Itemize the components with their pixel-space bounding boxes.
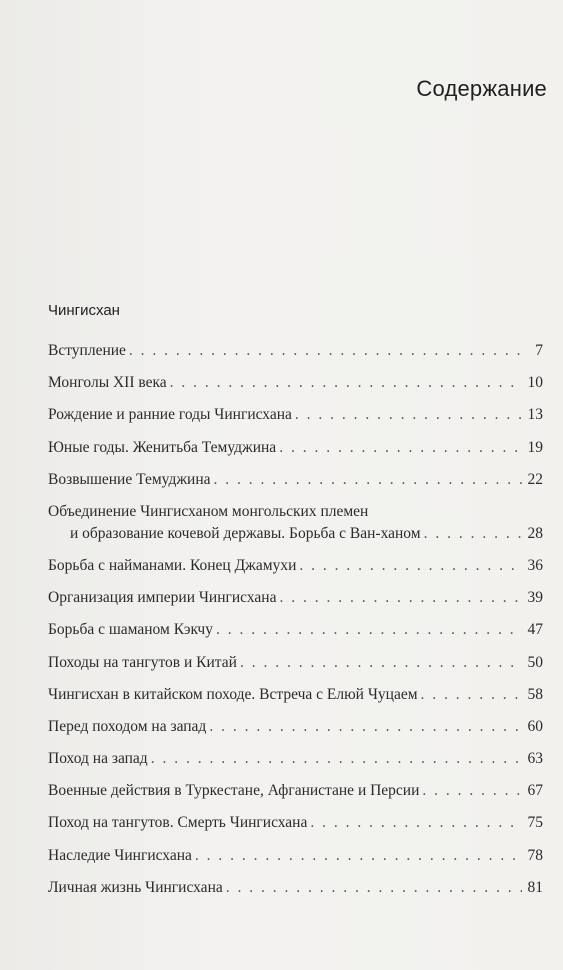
toc-entry-title: Наследие Чингисхана — [48, 846, 192, 864]
toc-entry[interactable] — [48, 503, 543, 557]
toc-entry[interactable] — [48, 439, 543, 471]
toc-entry-page: 13 — [527, 406, 543, 424]
toc-entry-title: Перед походом на запад — [48, 717, 207, 735]
toc-entry-page: 19 — [527, 438, 543, 456]
toc-entry-title: Чингисхан в китайском походе. Встреча с Елюй Чуцаем — [48, 685, 418, 703]
dot-leader — [226, 879, 522, 897]
toc-entry-title: Рождение и ранние годы Чингисхана — [48, 406, 292, 424]
toc-entry-title: Походы на тангутов и Китай — [48, 653, 237, 671]
toc-entry-title: Поход на тангутов. Смерть Чингисхана — [48, 814, 308, 832]
dot-leader — [424, 525, 522, 543]
dot-leader — [195, 847, 522, 865]
toc-entry-title: Возвышение Темуджина — [48, 470, 211, 488]
toc-entry[interactable] — [48, 750, 543, 782]
toc-entry-title: Поход на запад — [48, 750, 148, 768]
toc-entry-title: Борьба с найманами. Конец Джамухи — [48, 556, 297, 574]
toc-entry-title: Организация империи Чингисхана — [48, 589, 277, 607]
toc-entry[interactable] — [48, 342, 543, 374]
toc-entry-title: Монголы XII века — [48, 374, 167, 392]
toc-entry[interactable] — [48, 374, 543, 406]
toc-entry-page: 7 — [535, 342, 543, 359]
toc-entry[interactable] — [48, 557, 543, 589]
toc-entry-title-line1: Объединение Чингисханом монгольских племен — [48, 502, 369, 520]
table-of-contents — [48, 342, 543, 911]
dot-leader — [295, 406, 522, 424]
toc-entry[interactable] — [48, 686, 543, 718]
toc-entry-title: Вступление — [48, 342, 126, 359]
toc-entry-page: 28 — [527, 524, 543, 542]
toc-entry-page: 58 — [527, 685, 543, 703]
dot-leader — [170, 374, 522, 392]
toc-entry[interactable] — [48, 471, 543, 503]
toc-entry-title: Борьба с шаманом Кэкчу — [48, 621, 213, 639]
dot-leader — [310, 814, 522, 832]
dot-leader — [299, 557, 522, 575]
section-title: Чингисхан — [48, 302, 120, 319]
toc-entry-title: Личная жизнь Чингисхана — [48, 878, 223, 896]
toc-entry-title: Военные действия в Туркестане, Афганистане и Персии — [48, 782, 420, 800]
dot-leader — [129, 342, 522, 360]
toc-entry[interactable] — [48, 814, 543, 846]
page-title: Содержание — [416, 76, 547, 101]
toc-entry-title: Юные годы. Женитьба Темуджина — [48, 438, 277, 456]
toc-entry[interactable] — [48, 654, 543, 686]
toc-entry-page: 67 — [527, 782, 543, 800]
toc-entry-page: 10 — [527, 374, 543, 392]
dot-leader — [216, 621, 522, 639]
toc-entry[interactable] — [48, 782, 543, 814]
dot-leader — [209, 718, 522, 736]
toc-entry-page: 81 — [527, 878, 543, 896]
toc-entry-page: 75 — [527, 814, 543, 832]
dot-leader — [214, 471, 522, 489]
dot-leader — [279, 439, 522, 457]
toc-entry[interactable] — [48, 879, 543, 911]
toc-entry-page: 50 — [527, 653, 543, 671]
toc-entry-page: 47 — [527, 621, 543, 639]
toc-entry-page: 60 — [527, 717, 543, 735]
dot-leader — [279, 589, 522, 607]
toc-entry[interactable] — [48, 718, 543, 750]
dot-leader — [422, 782, 522, 800]
toc-entry-page: 78 — [527, 846, 543, 864]
toc-entry-page: 22 — [527, 470, 543, 488]
toc-entry-page: 39 — [527, 589, 543, 607]
toc-entry-page: 36 — [527, 556, 543, 574]
toc-entry[interactable] — [48, 847, 543, 879]
dot-leader — [151, 750, 522, 768]
toc-entry-title-line2: и образование кочевой державы. Борьба с Ван-ханом — [70, 524, 421, 542]
toc-entry[interactable] — [48, 589, 543, 621]
toc-entry[interactable] — [48, 621, 543, 653]
dot-leader — [240, 654, 522, 672]
toc-entry-page: 63 — [527, 750, 543, 768]
dot-leader — [421, 686, 522, 704]
toc-entry[interactable] — [48, 406, 543, 438]
